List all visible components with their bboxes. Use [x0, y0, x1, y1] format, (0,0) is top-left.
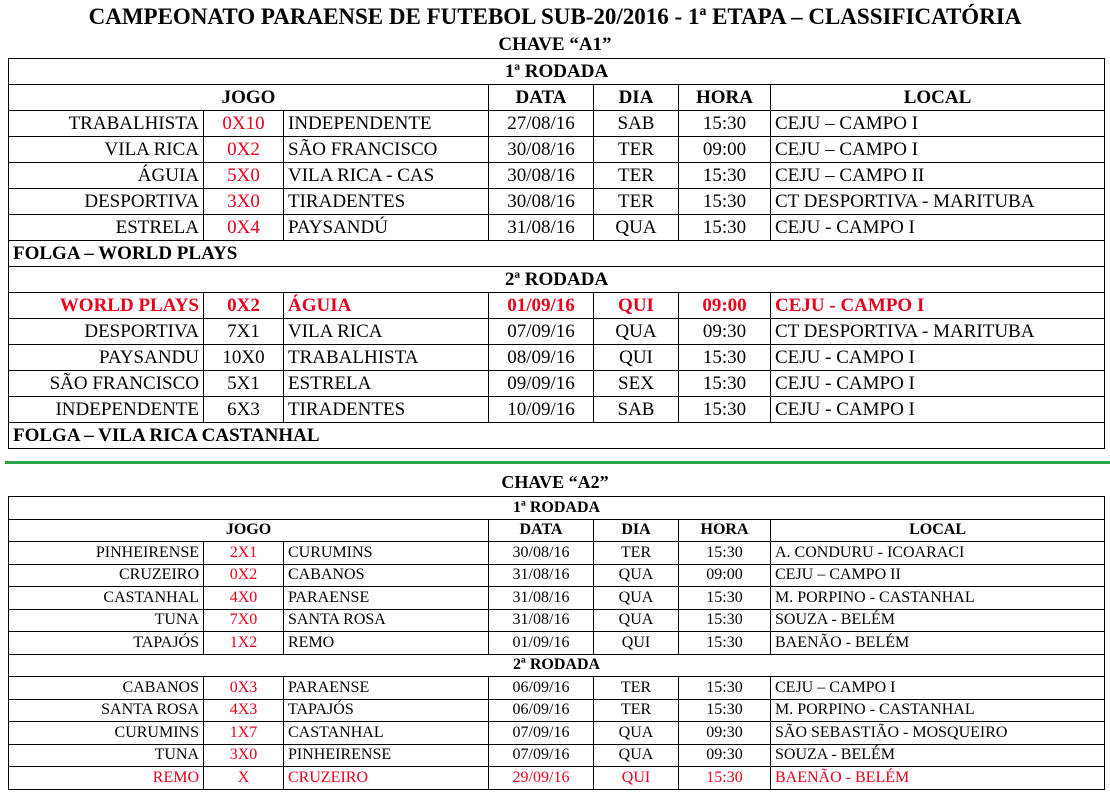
- score: 3X0: [204, 189, 284, 215]
- round-header: 2ª RODADA: [9, 267, 1105, 293]
- match-day: QUA: [594, 215, 679, 241]
- away-team: VILA RICA - CAS: [284, 163, 489, 189]
- match-row: [9, 564, 1105, 587]
- score: 10X0: [204, 345, 284, 371]
- match-day: SAB: [594, 397, 679, 423]
- match-date: 07/09/16: [489, 319, 594, 345]
- away-team: SANTA ROSA: [284, 609, 489, 632]
- match-row-highlighted: [9, 293, 1105, 319]
- score: 7X1: [204, 319, 284, 345]
- match-venue: M. PORPINO - CASTANHAL: [771, 699, 1105, 722]
- away-team: PARAENSE: [284, 587, 489, 610]
- match-day: QUI: [594, 345, 679, 371]
- header-hora: HORA: [679, 85, 771, 111]
- header-jogo: JOGO: [9, 519, 489, 542]
- score: 0X4: [204, 215, 284, 241]
- match-row: [9, 587, 1105, 610]
- score: 5X1: [204, 371, 284, 397]
- header-dia: DIA: [594, 519, 679, 542]
- away-team: CRUZEIRO: [284, 767, 489, 790]
- match-venue: CT DESPORTIVA - MARITUBA: [771, 319, 1105, 345]
- match-day: QUA: [594, 609, 679, 632]
- match-date: 30/08/16: [489, 542, 594, 565]
- match-time: 15:30: [679, 542, 771, 565]
- match-venue: SOUZA - BELÉM: [771, 744, 1105, 767]
- match-row: [9, 722, 1105, 745]
- match-date: 10/09/16: [489, 397, 594, 423]
- away-team: REMO: [284, 632, 489, 655]
- match-day: QUI: [594, 767, 679, 790]
- match-date: 31/08/16: [489, 215, 594, 241]
- match-row: [9, 189, 1105, 215]
- home-team: VILA RICA: [9, 137, 204, 163]
- bye-note: FOLGA – VILA RICA CASTANHAL: [9, 423, 1105, 449]
- header-dia: DIA: [594, 85, 679, 111]
- header-data: DATA: [489, 85, 594, 111]
- match-venue: CEJU - CAMPO I: [771, 371, 1105, 397]
- home-team: TAPAJÓS: [9, 632, 204, 655]
- match-time: 15:30: [679, 397, 771, 423]
- match-date: 30/08/16: [489, 189, 594, 215]
- match-time: 09:00: [679, 137, 771, 163]
- match-time: 15:30: [679, 215, 771, 241]
- round-header: 1ª RODADA: [9, 497, 1105, 520]
- match-day: TER: [594, 137, 679, 163]
- match-row: [9, 371, 1105, 397]
- match-day: TER: [594, 677, 679, 700]
- match-row: [9, 215, 1105, 241]
- score: X: [204, 767, 284, 790]
- match-day: TER: [594, 699, 679, 722]
- match-row: [9, 345, 1105, 371]
- match-time: 09:00: [679, 293, 771, 319]
- header-local: LOCAL: [771, 85, 1105, 111]
- home-team: SÃO FRANCISCO: [9, 371, 204, 397]
- header-hora: HORA: [679, 519, 771, 542]
- home-team: INDEPENDENTE: [9, 397, 204, 423]
- header-data: DATA: [489, 519, 594, 542]
- match-venue: A. CONDURU - ICOARACI: [771, 542, 1105, 565]
- match-date: 31/08/16: [489, 587, 594, 610]
- match-day: SAB: [594, 111, 679, 137]
- away-team: ÁGUIA: [284, 293, 489, 319]
- match-date: 29/09/16: [489, 767, 594, 790]
- score: 0X2: [204, 293, 284, 319]
- away-team: ESTRELA: [284, 371, 489, 397]
- match-row: [9, 397, 1105, 423]
- match-venue: CEJU – CAMPO I: [771, 111, 1105, 137]
- score: 0X3: [204, 677, 284, 700]
- away-team: TAPAJÓS: [284, 699, 489, 722]
- match-date: 31/08/16: [489, 609, 594, 632]
- score: 2X1: [204, 542, 284, 565]
- away-team: TRABALHISTA: [284, 345, 489, 371]
- home-team: TRABALHISTA: [9, 111, 204, 137]
- round-header: 2ª RODADA: [9, 654, 1105, 677]
- score: 4X0: [204, 587, 284, 610]
- match-venue: CEJU - CAMPO I: [771, 397, 1105, 423]
- home-team: REMO: [9, 767, 204, 790]
- match-venue: SÃO SEBASTIÃO - MOSQUEIRO: [771, 722, 1105, 745]
- home-team: CASTANHAL: [9, 587, 204, 610]
- match-time: 15:30: [679, 767, 771, 790]
- away-team: CABANOS: [284, 564, 489, 587]
- home-team: WORLD PLAYS: [9, 293, 204, 319]
- match-venue: BAENÃO - BELÉM: [771, 632, 1105, 655]
- match-row: [9, 632, 1105, 655]
- round-header: 1ª RODADA: [9, 59, 1105, 85]
- match-date: 07/09/16: [489, 722, 594, 745]
- away-team: CURUMINS: [284, 542, 489, 565]
- match-time: 15:30: [679, 371, 771, 397]
- home-team: PAYSANDU: [9, 345, 204, 371]
- group-a2-title: CHAVE “A2”: [501, 472, 609, 492]
- match-row: [9, 137, 1105, 163]
- match-time: 15:30: [679, 111, 771, 137]
- match-date: 31/08/16: [489, 564, 594, 587]
- bye-note: FOLGA – WORLD PLAYS: [9, 241, 1105, 267]
- page-title: CAMPEONATO PARAENSE DE FUTEBOL SUB-20/2016 - 1ª ETAPA – CLASSIFICATÓRIA: [88, 4, 1022, 29]
- match-row: [9, 744, 1105, 767]
- match-time: 15:30: [679, 699, 771, 722]
- section-divider: [5, 461, 1110, 464]
- home-team: TUNA: [9, 744, 204, 767]
- away-team: VILA RICA: [284, 319, 489, 345]
- match-date: 01/09/16: [489, 293, 594, 319]
- match-venue: CT DESPORTIVA - MARITUBA: [771, 189, 1105, 215]
- score: 6X3: [204, 397, 284, 423]
- match-day: SEX: [594, 371, 679, 397]
- column-header-row: [9, 85, 1105, 111]
- home-team: CRUZEIRO: [9, 564, 204, 587]
- match-time: 15:30: [679, 587, 771, 610]
- match-row: [9, 699, 1105, 722]
- match-venue: BAENÃO - BELÉM: [771, 767, 1105, 790]
- match-venue: CEJU - CAMPO I: [771, 215, 1105, 241]
- match-time: 09:00: [679, 564, 771, 587]
- group-a1-title: CHAVE “A1”: [498, 34, 612, 55]
- away-team: INDEPENDENTE: [284, 111, 489, 137]
- match-time: 09:30: [679, 319, 771, 345]
- away-team: CASTANHAL: [284, 722, 489, 745]
- column-header-row: [9, 519, 1105, 542]
- match-date: 09/09/16: [489, 371, 594, 397]
- group-a2-table: [8, 496, 1105, 790]
- match-time: 15:30: [679, 345, 771, 371]
- home-team: SANTA ROSA: [9, 699, 204, 722]
- match-time: 15:30: [679, 677, 771, 700]
- home-team: TUNA: [9, 609, 204, 632]
- match-date: 06/09/16: [489, 699, 594, 722]
- home-team: DESPORTIVA: [9, 319, 204, 345]
- score: 5X0: [204, 163, 284, 189]
- match-time: 15:30: [679, 609, 771, 632]
- score: 0X2: [204, 137, 284, 163]
- score: 0X10: [204, 111, 284, 137]
- home-team: CURUMINS: [9, 722, 204, 745]
- match-venue: CEJU - CAMPO I: [771, 345, 1105, 371]
- match-venue: CEJU – CAMPO II: [771, 564, 1105, 587]
- match-date: 06/09/16: [489, 677, 594, 700]
- match-date: 07/09/16: [489, 744, 594, 767]
- away-team: TIRADENTES: [284, 189, 489, 215]
- score: 1X7: [204, 722, 284, 745]
- score: 1X2: [204, 632, 284, 655]
- match-time: 15:30: [679, 163, 771, 189]
- group-a1-table: [8, 58, 1105, 449]
- score: 0X2: [204, 564, 284, 587]
- home-team: PINHEIRENSE: [9, 542, 204, 565]
- match-venue: CEJU – CAMPO I: [771, 677, 1105, 700]
- match-venue: CEJU – CAMPO I: [771, 137, 1105, 163]
- score: 7X0: [204, 609, 284, 632]
- away-team: PINHEIRENSE: [284, 744, 489, 767]
- match-day: QUA: [594, 722, 679, 745]
- match-venue: M. PORPINO - CASTANHAL: [771, 587, 1105, 610]
- home-team: ESTRELA: [9, 215, 204, 241]
- match-time: 09:30: [679, 722, 771, 745]
- match-date: 08/09/16: [489, 345, 594, 371]
- header-jogo: JOGO: [9, 85, 489, 111]
- match-venue: CEJU – CAMPO II: [771, 163, 1105, 189]
- match-day: QUA: [594, 744, 679, 767]
- match-row: [9, 542, 1105, 565]
- away-team: SÃO FRANCISCO: [284, 137, 489, 163]
- match-date: 30/08/16: [489, 137, 594, 163]
- match-day: QUI: [594, 293, 679, 319]
- match-day: QUA: [594, 564, 679, 587]
- home-team: ÁGUIA: [9, 163, 204, 189]
- home-team: CABANOS: [9, 677, 204, 700]
- match-date: 27/08/16: [489, 111, 594, 137]
- score: 3X0: [204, 744, 284, 767]
- match-row: [9, 111, 1105, 137]
- match-day: TER: [594, 542, 679, 565]
- match-time: 15:30: [679, 632, 771, 655]
- away-team: PAYSANDÚ: [284, 215, 489, 241]
- score: 4X3: [204, 699, 284, 722]
- header-local: LOCAL: [771, 519, 1105, 542]
- away-team: TIRADENTES: [284, 397, 489, 423]
- match-day: QUA: [594, 587, 679, 610]
- match-date: 01/09/16: [489, 632, 594, 655]
- away-team: PARAENSE: [284, 677, 489, 700]
- match-date: 30/08/16: [489, 163, 594, 189]
- match-row: [9, 677, 1105, 700]
- match-day: QUA: [594, 319, 679, 345]
- match-row: [9, 163, 1105, 189]
- match-time: 09:30: [679, 744, 771, 767]
- match-day: QUI: [594, 632, 679, 655]
- match-time: 15:30: [679, 189, 771, 215]
- match-venue: CEJU - CAMPO I: [771, 293, 1105, 319]
- match-row-highlighted: [9, 767, 1105, 790]
- match-row: [9, 609, 1105, 632]
- match-venue: SOUZA - BELÉM: [771, 609, 1105, 632]
- home-team: DESPORTIVA: [9, 189, 204, 215]
- match-row: [9, 319, 1105, 345]
- match-day: TER: [594, 189, 679, 215]
- match-day: TER: [594, 163, 679, 189]
